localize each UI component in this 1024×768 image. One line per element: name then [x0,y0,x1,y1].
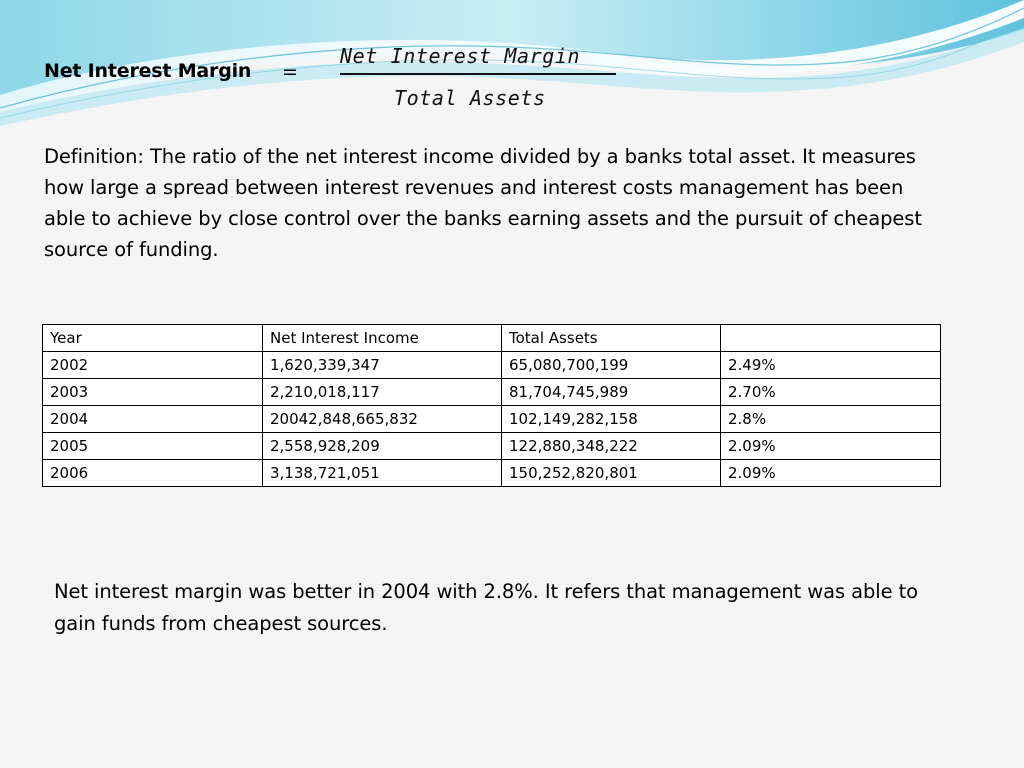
formula-row [44,60,298,90]
cell-ratio: 2.70% [721,379,941,406]
definition-paragraph: Definition: The ratio of the net interest income divided by a banks total asset. It measures how large a spread between interest revenues and interest costs management has been able to achieve by close control over the banks earning assets and the pursuit of cheapest source of funding. [44,145,922,261]
table-row [43,352,941,379]
cell-year: 2004 [43,406,263,433]
formula-equals-sign: = [282,61,298,83]
header-cell-year: Year [43,325,263,352]
cell-ratio: 2.49% [721,352,941,379]
header-cell-net-interest-income: Net Interest Income [263,325,502,352]
table-header-row [43,325,941,352]
cell-total-assets: 150,252,820,801 [502,460,721,487]
cell-year: 2005 [43,433,263,460]
cell-year: 2003 [43,379,263,406]
table-row [43,379,941,406]
formula-fraction [340,40,616,120]
cell-net-interest-income: 3,138,721,051 [263,460,502,487]
table-row [43,460,941,487]
table-row [43,406,941,433]
cell-ratio: 2.09% [721,433,941,460]
fraction-numerator: Net Interest Margin [340,44,581,68]
cell-net-interest-income: 20042,848,665,832 [263,406,502,433]
header-cell-ratio [721,325,941,352]
cell-net-interest-income: 2,210,018,117 [263,379,502,406]
table-row [43,433,941,460]
cell-ratio: 2.09% [721,460,941,487]
cell-ratio: 2.8% [721,406,941,433]
cell-year: 2006 [43,460,263,487]
cell-total-assets: 102,149,282,158 [502,406,721,433]
cell-total-assets: 122,880,348,222 [502,433,721,460]
formula-label: Net Interest Margin [44,60,252,82]
fraction-denominator: Total Assets [394,86,546,110]
cell-net-interest-income: 1,620,339,347 [263,352,502,379]
net-interest-margin-table [42,324,941,487]
conclusion-paragraph: Net interest margin was better in 2004 with 2.8%. It refers that management was able to gain funds from cheapest sources. [54,580,918,635]
cell-total-assets: 65,080,700,199 [502,352,721,379]
header-cell-total-assets: Total Assets [502,325,721,352]
fraction-bar [340,73,616,75]
cell-total-assets: 81,704,745,989 [502,379,721,406]
cell-net-interest-income: 2,558,928,209 [263,433,502,460]
cell-year: 2002 [43,352,263,379]
